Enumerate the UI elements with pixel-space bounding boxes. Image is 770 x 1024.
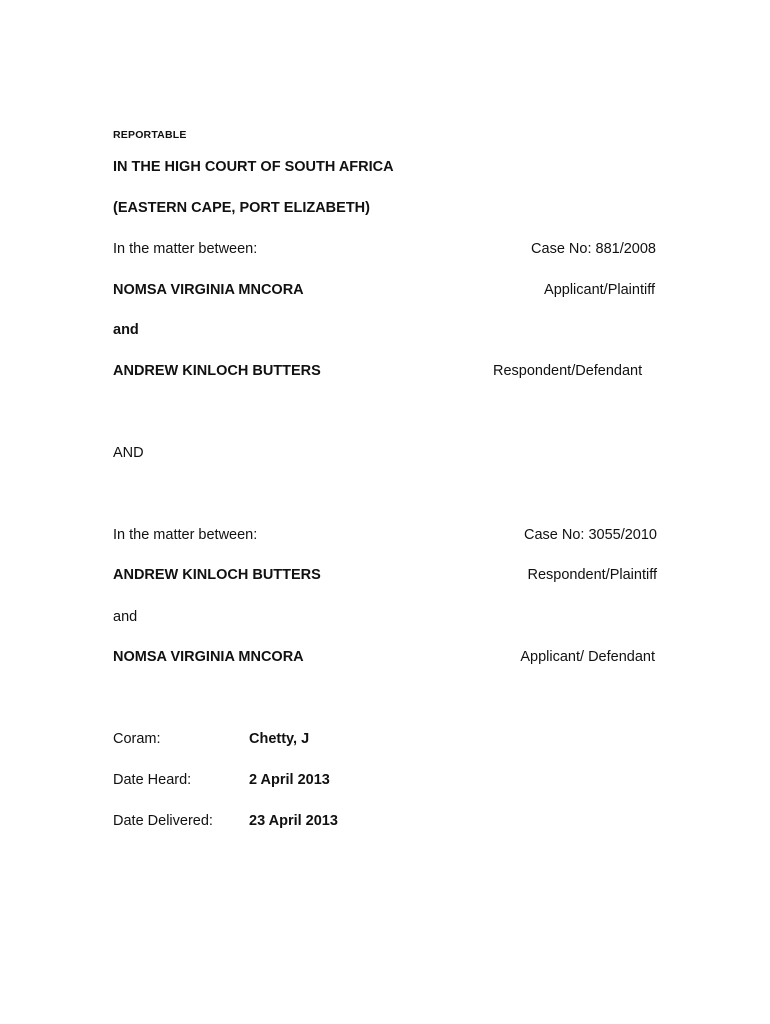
matter1-conjunction: and [113, 322, 139, 338]
coram-label: Coram: [113, 731, 161, 747]
matter2-conjunction: and [113, 609, 138, 625]
matter1-intro: In the matter between: [113, 241, 258, 257]
matter2-party2-role: Applicant/ Defendant [520, 649, 655, 665]
date-delivered-value: 23 April 2013 [249, 813, 338, 829]
reportable-label: REPORTABLE [113, 129, 187, 141]
date-delivered-label: Date Delivered: [113, 813, 213, 829]
matter2-party1-role: Respondent/Plaintiff [527, 567, 657, 583]
matters-separator: AND [113, 445, 144, 461]
matter1-party1-name: NOMSA VIRGINIA MNCORA [113, 282, 304, 298]
date-heard-value: 2 April 2013 [249, 772, 330, 788]
matter1-party2-role: Respondent/Defendant [493, 363, 643, 379]
matter2-party2-name: NOMSA VIRGINIA MNCORA [113, 649, 304, 665]
matter2-intro: In the matter between: [113, 527, 258, 543]
matter1-case-no: Case No: 881/2008 [531, 241, 656, 257]
matter2-party1-name: ANDREW KINLOCH BUTTERS [113, 567, 321, 583]
court-division: (EASTERN CAPE, PORT ELIZABETH) [113, 200, 370, 216]
matter2-case-no: Case No: 3055/2010 [523, 527, 657, 543]
court-name: IN THE HIGH COURT OF SOUTH AFRICA [113, 159, 394, 175]
matter1-party1-role: Applicant/Plaintiff [544, 282, 655, 298]
matter1-party2-name: ANDREW KINLOCH BUTTERS [113, 363, 321, 379]
coram-value: Chetty, J [249, 731, 310, 747]
date-heard-label: Date Heard: [113, 772, 192, 788]
